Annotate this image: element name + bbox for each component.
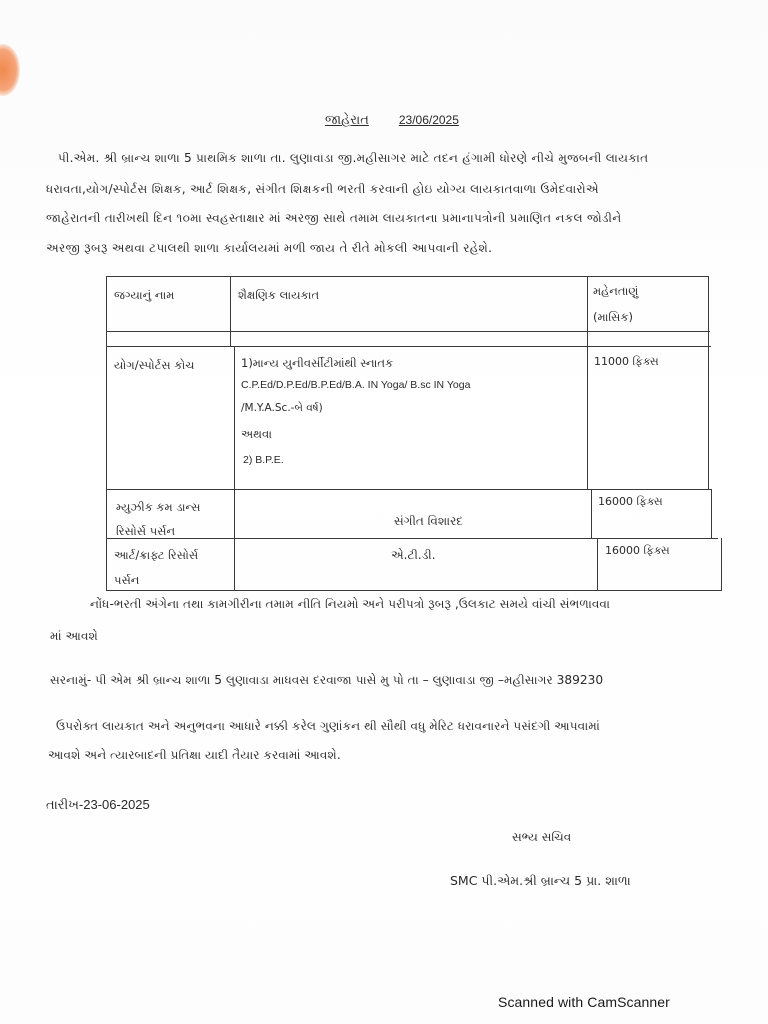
camscanner-watermark: Scanned with CamScanner bbox=[498, 994, 670, 1010]
merit-line-2: આવશે અને ત્યારબાદની પ્રતિક્ષા યાદી તૈયાર કરવામાં આવશે. bbox=[48, 748, 341, 762]
notice-heading bbox=[325, 113, 459, 128]
row3-qualification: એ.ટી.ડી. bbox=[391, 548, 436, 562]
row3-post-line1: આર્ટ/ક્રાફ્ટ રિસોર્સ bbox=[114, 548, 199, 562]
table-rule bbox=[106, 538, 718, 539]
table-rule bbox=[106, 590, 722, 591]
table-rule bbox=[587, 276, 588, 489]
merit-line-1: ઉપરોક્ત લાયકાત અને અનુભવના આધારે નક્કી કરેલ ગુણાંકન થી સૌથી વધુ મેરિટ ધરાવનારને પસંદગી આપવામાં bbox=[56, 719, 600, 733]
heading-word: જાહેરાત bbox=[325, 113, 369, 128]
header-salary-line1: મહેનતાણું bbox=[593, 284, 639, 298]
note-line-1: નોંધ-ભરતી અંગેના તથા કામગીરીના તમામ નીતિ નિયમો અને પરીપત્રો રૂબરૂ ,ઉલકાટ સમયે વાંચી સંભળાવવા bbox=[90, 597, 611, 611]
vacancy-table bbox=[106, 276, 722, 592]
paragraph-line-2: ધરાવતા,યોગ/સ્પોર્ટસ શિક્ષક, આર્ટ શિક્ષક, સંગીત શિક્ષકની ભરતી કરવાની હોઇ યોગ્ય લાયકાતવાળા ઉમેદવારોએ bbox=[46, 182, 599, 196]
header-post: જગ્યાનું નામ bbox=[114, 288, 175, 302]
table-rule bbox=[106, 331, 710, 332]
orange-smudge bbox=[0, 44, 20, 96]
paragraph-line-1: પી.એમ. શ્રી બ્રાન્ચ શાળા 5 પ્રાથમિક શાળા તા. લુણાવાડા જી.મહીસાગર માટે તદન હંગામી ધોરણે નીચે મુજબની લાયકાત bbox=[58, 151, 649, 165]
table-rule bbox=[708, 276, 709, 490]
row2-qualification: સંગીત વિશારદ bbox=[394, 514, 463, 528]
signature-title: સભ્ય સચિવ bbox=[512, 830, 572, 844]
address-line: સરનામું- પી એમ શ્રી બ્રાન્ચ શાળા 5 લુણાવાડા માધવસ દરવાજા પાસે મુ પો તા – લુણાવાડા જી –મહીસાગર 389230 bbox=[50, 673, 604, 687]
row1-salary: 11000 ફિક્સ bbox=[594, 355, 659, 368]
paragraph-line-3: જાહેરાતની તારીખથી દિન ૧૦મા સ્વહસ્તાક્ષાર માં અરજી સાથે તમામ લાયકાતના પ્રમાનાપત્રોની પ્રમાણિત નકલ જોડીને bbox=[46, 211, 622, 225]
table-rule bbox=[234, 347, 235, 591]
row1-qual-line3: /M.Y.A.Sc.-બે વર્ષ) bbox=[241, 402, 323, 414]
table-rule bbox=[230, 276, 231, 347]
row2-post-line2: રિસોર્સ પર્સન bbox=[116, 524, 176, 538]
row3-post-line2: પર્સન bbox=[114, 573, 140, 587]
row1-post: યોગ/સ્પોર્ટસ કોચ bbox=[114, 358, 195, 372]
table-rule bbox=[106, 489, 712, 490]
row1-qual-line2: C.P.Ed/D.P.Ed/B.P.Ed/B.A. IN Yoga/ B.sc IN Yoga bbox=[241, 379, 471, 391]
row1-qual-line1: 1)માન્ય યુનીવર્સીટીમાંથી સ્નાતક bbox=[241, 356, 394, 370]
table-rule bbox=[106, 276, 107, 591]
row1-qual-line5: 2) B.P.E. bbox=[243, 454, 284, 466]
table-rule bbox=[106, 346, 711, 347]
row2-salary: 16000 ફિક્સ bbox=[598, 495, 663, 508]
header-qualification: શૈક્ષણિક લાયકાત bbox=[238, 288, 320, 302]
table-rule bbox=[721, 538, 722, 591]
row2-post-line1: મ્યુઝીક કમ ડાન્સ bbox=[116, 500, 201, 514]
row3-salary: 16000 ફિક્સ bbox=[605, 544, 670, 557]
footer-date: તારીખ-23-06-2025 bbox=[46, 797, 150, 812]
signature-organization: SMC પી.એમ.શ્રી બ્રાન્ચ 5 પ્રા. શાળા bbox=[450, 873, 631, 888]
table-rule bbox=[711, 490, 712, 539]
row1-qual-line4: અથવા bbox=[241, 427, 272, 441]
table-rule bbox=[597, 539, 598, 591]
table-rule bbox=[106, 276, 709, 277]
heading-date: 23/06/2025 bbox=[398, 113, 459, 127]
table-rule bbox=[591, 489, 592, 539]
note-line-2: માં આવશે bbox=[50, 629, 98, 643]
paragraph-line-4: અરજી રૂબરૂ અથવા ટપાલથી શાળા કાર્યાલયમાં મળી જાય તે રીતે મોકલી આપવાની રહેશે. bbox=[46, 241, 493, 255]
header-salary-line2: (માસિક) bbox=[593, 310, 633, 324]
